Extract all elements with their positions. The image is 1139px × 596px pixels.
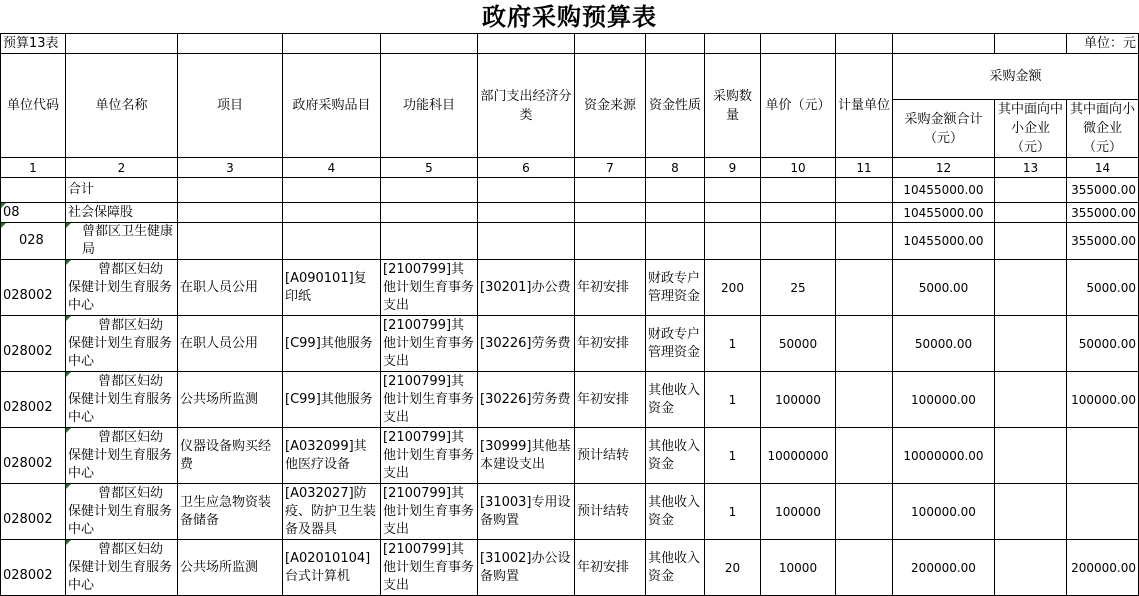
unit-code-cell: 08 bbox=[1, 203, 66, 223]
table-row bbox=[1, 372, 1139, 428]
unit-code-cell: 028002 bbox=[1, 428, 66, 484]
amount-total-cell: 10455000.00 bbox=[893, 203, 995, 223]
summary-row-bureau bbox=[1, 223, 1139, 260]
quantity-cell: 1 bbox=[705, 484, 761, 540]
col-number: 13 bbox=[995, 158, 1067, 178]
unit-price-cell: 25 bbox=[761, 260, 836, 316]
amount-micro-cell bbox=[1067, 428, 1139, 484]
func-subject-cell: [2100799]其他计划生育事务支出 bbox=[381, 372, 478, 428]
unit-price-cell: 100000 bbox=[761, 372, 836, 428]
unit-name-cell: 曾都区妇幼保健计划生育服务中心 bbox=[66, 316, 178, 372]
project-cell: 公共场所监测 bbox=[178, 372, 283, 428]
col-number: 9 bbox=[705, 158, 761, 178]
amount-sme-cell bbox=[995, 372, 1067, 428]
col-number: 11 bbox=[836, 158, 893, 178]
col-number: 3 bbox=[178, 158, 283, 178]
unit-code-cell bbox=[1, 178, 66, 203]
econ-class-cell: [30201]办公费 bbox=[478, 260, 575, 316]
header-project: 项目 bbox=[178, 54, 283, 158]
fund-nature-cell: 其他收入资金 bbox=[646, 540, 705, 596]
unit-price-cell: 10000000 bbox=[761, 428, 836, 484]
amount-total-cell: 50000.00 bbox=[893, 316, 995, 372]
amount-total-cell: 100000.00 bbox=[893, 372, 995, 428]
fund-source-cell: 年初安排 bbox=[575, 260, 646, 316]
unit-price-cell: 50000 bbox=[761, 316, 836, 372]
amount-sme-cell bbox=[995, 260, 1067, 316]
col-number: 7 bbox=[575, 158, 646, 178]
project-cell: 公共场所监测 bbox=[178, 540, 283, 596]
col-number: 14 bbox=[1067, 158, 1139, 178]
col-number: 12 bbox=[893, 158, 995, 178]
col-number: 5 bbox=[381, 158, 478, 178]
unit-price-cell: 10000 bbox=[761, 540, 836, 596]
fund-nature-cell: 其他收入资金 bbox=[646, 372, 705, 428]
column-number-row bbox=[1, 158, 1139, 178]
amount-sme-cell bbox=[995, 316, 1067, 372]
header-func-subject: 功能科目 bbox=[381, 54, 478, 158]
table-row bbox=[1, 540, 1139, 596]
header-econ-class: 部门支出经济分类 bbox=[478, 54, 575, 158]
quantity-cell: 1 bbox=[705, 316, 761, 372]
project-cell: 仪器设备购买经费 bbox=[178, 428, 283, 484]
col-number: 1 bbox=[1, 158, 66, 178]
col-number: 10 bbox=[761, 158, 836, 178]
gov-item-cell: [A090101]复印纸 bbox=[283, 260, 381, 316]
budget-table bbox=[0, 33, 1139, 596]
amount-total-cell: 5000.00 bbox=[893, 260, 995, 316]
quantity-cell: 200 bbox=[705, 260, 761, 316]
header-gov-item: 政府采购品目 bbox=[283, 54, 381, 158]
unit-code-cell: 028002 bbox=[1, 540, 66, 596]
col-number: 4 bbox=[283, 158, 381, 178]
unit-code-cell: 028 bbox=[1, 223, 66, 260]
header-measure-unit: 计量单位 bbox=[836, 54, 893, 158]
fund-source-cell: 年初安排 bbox=[575, 316, 646, 372]
amount-sme-cell bbox=[995, 428, 1067, 484]
fund-source-cell: 预计结转 bbox=[575, 484, 646, 540]
unit-price-cell: 100000 bbox=[761, 484, 836, 540]
summary-row-total bbox=[1, 178, 1139, 203]
table-row bbox=[1, 428, 1139, 484]
unit-label: 单位：元 bbox=[1067, 34, 1139, 54]
col-number: 6 bbox=[478, 158, 575, 178]
unit-code-cell: 028002 bbox=[1, 372, 66, 428]
summary-row-dept bbox=[1, 203, 1139, 223]
measure-unit-cell bbox=[836, 372, 893, 428]
measure-unit-cell bbox=[836, 540, 893, 596]
header-unit-price: 单价（元） bbox=[761, 54, 836, 158]
amount-total-cell: 200000.00 bbox=[893, 540, 995, 596]
table-number: 预算13表 bbox=[1, 34, 66, 54]
fund-source-cell: 年初安排 bbox=[575, 372, 646, 428]
unit-code-cell: 028002 bbox=[1, 260, 66, 316]
gov-item-cell: [A02010104]台式计算机 bbox=[283, 540, 381, 596]
unit-name-cell: 合计 bbox=[66, 178, 178, 203]
amount-micro-cell: 355000.00 bbox=[1067, 223, 1139, 260]
fund-nature-cell: 财政专户管理资金 bbox=[646, 260, 705, 316]
func-subject-cell: [2100799]其他计划生育事务支出 bbox=[381, 540, 478, 596]
func-subject-cell: [2100799]其他计划生育事务支出 bbox=[381, 316, 478, 372]
header-row-1 bbox=[1, 54, 1139, 100]
header-fund-nature: 资金性质 bbox=[646, 54, 705, 158]
header-micro: 其中面向小微企业（元） bbox=[1067, 100, 1139, 158]
amount-micro-cell: 355000.00 bbox=[1067, 203, 1139, 223]
gov-item-cell: [A032027]防疫、防护卫生装备及器具 bbox=[283, 484, 381, 540]
unit-name-cell: 曾都区妇幼保健计划生育服务中心 bbox=[66, 484, 178, 540]
econ-class-cell: [30226]劳务费 bbox=[478, 372, 575, 428]
header-fund-source: 资金来源 bbox=[575, 54, 646, 158]
econ-class-cell: [30226]劳务费 bbox=[478, 316, 575, 372]
meta-row bbox=[1, 34, 1139, 54]
table-row bbox=[1, 484, 1139, 540]
table-row bbox=[1, 260, 1139, 316]
col-number: 2 bbox=[66, 158, 178, 178]
project-cell: 卫生应急物资装备储备 bbox=[178, 484, 283, 540]
unit-name-cell: 曾都区妇幼保健计划生育服务中心 bbox=[66, 260, 178, 316]
func-subject-cell: [2100799]其他计划生育事务支出 bbox=[381, 260, 478, 316]
amount-micro-cell: 50000.00 bbox=[1067, 316, 1139, 372]
header-unit-name: 单位名称 bbox=[66, 54, 178, 158]
fund-source-cell: 年初安排 bbox=[575, 540, 646, 596]
amount-sme-cell bbox=[995, 540, 1067, 596]
amount-micro-cell bbox=[1067, 484, 1139, 540]
amount-micro-cell: 200000.00 bbox=[1067, 540, 1139, 596]
amount-sme-cell bbox=[995, 484, 1067, 540]
econ-class-cell: [31002]办公设备购置 bbox=[478, 540, 575, 596]
project-cell: 在职人员公用 bbox=[178, 316, 283, 372]
fund-nature-cell: 其他收入资金 bbox=[646, 428, 705, 484]
amount-total-cell: 10000000.00 bbox=[893, 428, 995, 484]
table-row bbox=[1, 316, 1139, 372]
unit-name-cell: 曾都区卫生健康局 bbox=[66, 223, 178, 260]
unit-name-cell: 曾都区妇幼保健计划生育服务中心 bbox=[66, 372, 178, 428]
header-quantity: 采购数量 bbox=[705, 54, 761, 158]
gov-item-cell: [A032099]其他医疗设备 bbox=[283, 428, 381, 484]
amount-total-cell: 100000.00 bbox=[893, 484, 995, 540]
measure-unit-cell bbox=[836, 484, 893, 540]
project-cell: 在职人员公用 bbox=[178, 260, 283, 316]
amount-micro-cell: 5000.00 bbox=[1067, 260, 1139, 316]
page-title: 政府采购预算表 bbox=[482, 2, 657, 31]
econ-class-cell: [31003]专用设备购置 bbox=[478, 484, 575, 540]
func-subject-cell: [2100799]其他计划生育事务支出 bbox=[381, 428, 478, 484]
amount-total-cell: 10455000.00 bbox=[893, 178, 995, 203]
measure-unit-cell bbox=[836, 316, 893, 372]
unit-name-cell: 曾都区妇幼保健计划生育服务中心 bbox=[66, 540, 178, 596]
fund-nature-cell: 财政专户管理资金 bbox=[646, 316, 705, 372]
fund-nature-cell: 其他收入资金 bbox=[646, 484, 705, 540]
amount-total-cell: 10455000.00 bbox=[893, 223, 995, 260]
header-unit-code: 单位代码 bbox=[1, 54, 66, 158]
gov-item-cell: [C99]其他服务 bbox=[283, 316, 381, 372]
unit-code-cell: 028002 bbox=[1, 484, 66, 540]
func-subject-cell: [2100799]其他计划生育事务支出 bbox=[381, 484, 478, 540]
measure-unit-cell bbox=[836, 428, 893, 484]
quantity-cell: 1 bbox=[705, 372, 761, 428]
amount-micro-cell: 355000.00 bbox=[1067, 178, 1139, 203]
quantity-cell: 20 bbox=[705, 540, 761, 596]
gov-item-cell: [C99]其他服务 bbox=[283, 372, 381, 428]
header-amount-group: 采购金额 bbox=[893, 54, 1139, 100]
fund-source-cell: 预计结转 bbox=[575, 428, 646, 484]
header-amount-total: 采购金额合计（元） bbox=[893, 100, 995, 158]
unit-name-cell: 曾都区妇幼保健计划生育服务中心 bbox=[66, 428, 178, 484]
header-sme: 其中面向中小企业（元） bbox=[995, 100, 1067, 158]
col-number: 8 bbox=[646, 158, 705, 178]
amount-micro-cell: 100000.00 bbox=[1067, 372, 1139, 428]
unit-code-cell: 028002 bbox=[1, 316, 66, 372]
measure-unit-cell bbox=[836, 260, 893, 316]
unit-name-cell: 社会保障股 bbox=[66, 203, 178, 223]
econ-class-cell: [30999]其他基本建设支出 bbox=[478, 428, 575, 484]
quantity-cell: 1 bbox=[705, 428, 761, 484]
